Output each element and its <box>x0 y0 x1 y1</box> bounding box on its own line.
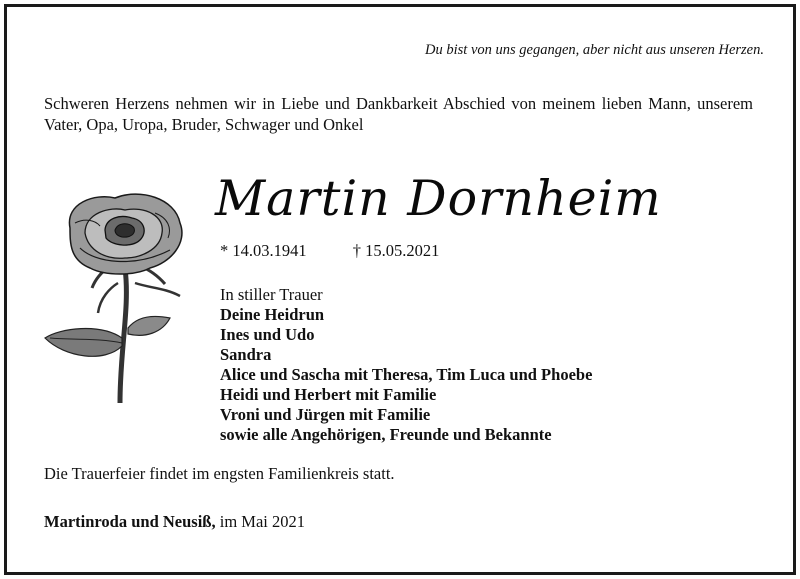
mourner: Alice und Sascha mit Theresa, Tim Luca und Phoebe <box>220 365 593 384</box>
deceased-name: Martin Dornheim <box>215 170 662 227</box>
mourning-intro: In stiller Trauer <box>220 285 323 304</box>
mourner: Sandra <box>220 345 272 364</box>
mourners-list <box>220 285 592 445</box>
intro-text: Schweren Herzens nehmen wir in Liebe und Dankbarkeit Abschied von meinem lieben Mann, unserem Vater, Opa, Uropa, Bruder, Schwager und Onkel <box>44 94 753 134</box>
ceremony-note: Die Trauerfeier findet im engsten Familienkreis statt. <box>44 464 395 483</box>
life-dates <box>220 241 439 261</box>
mourner: Heidi und Herbert mit Familie <box>220 385 437 404</box>
birth-date: * 14.03.1941 <box>220 241 307 260</box>
place-date: im Mai 2021 <box>215 512 305 531</box>
rose-icon <box>40 188 195 408</box>
mourner: Deine Heidrun <box>220 305 325 324</box>
mourner: Vroni und Jürgen mit Familie <box>220 405 431 424</box>
mourner: Ines und Udo <box>220 325 315 344</box>
motto: Du bist von uns gegangen, aber nicht aus unseren Herzen. <box>425 42 764 58</box>
death-date: † 15.05.2021 <box>352 241 440 260</box>
place-and-date <box>44 512 305 532</box>
place-location: Martinroda und Neusiß, <box>44 512 216 531</box>
mourner: sowie alle Angehörigen, Freunde und Bekannte <box>220 425 552 444</box>
